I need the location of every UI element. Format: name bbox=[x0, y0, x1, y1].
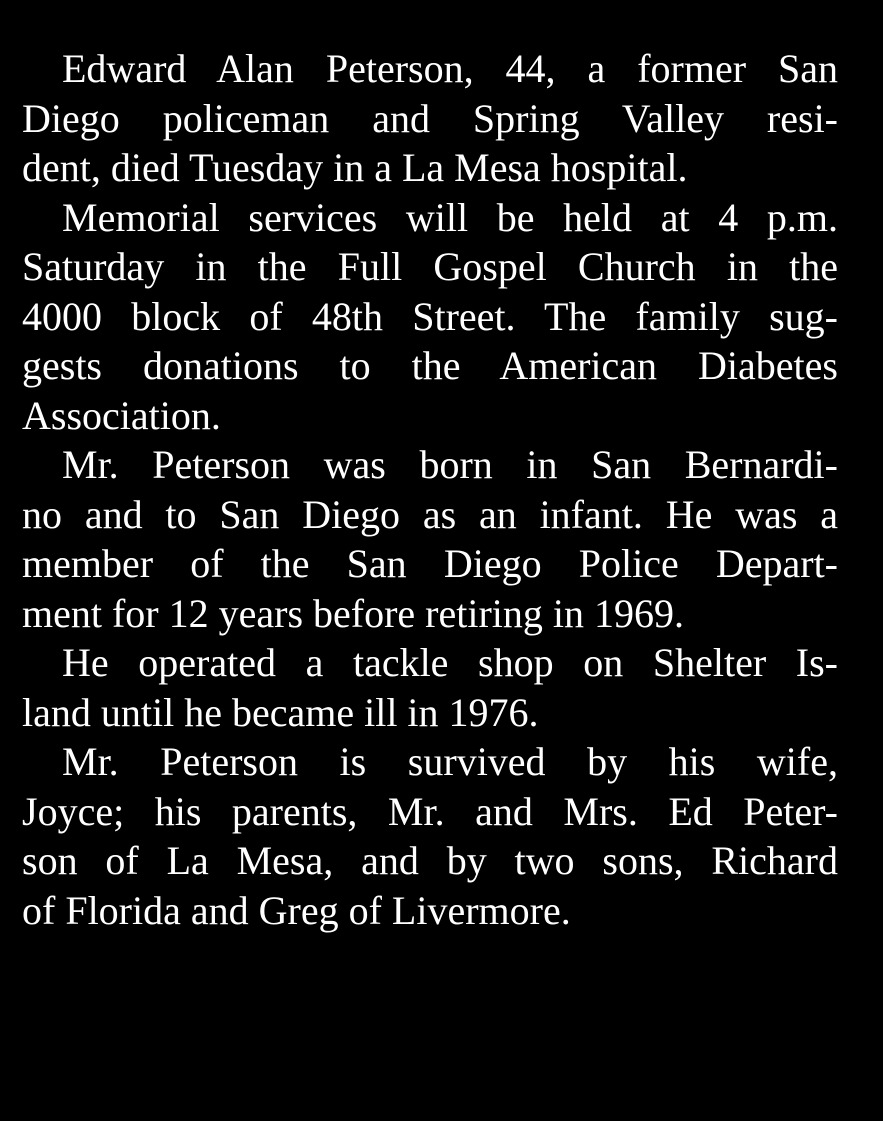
text-line: Mr. Peterson was born in San Bernardi- bbox=[62, 442, 838, 487]
text-line: Saturday in the Full Gospel Church in the bbox=[22, 244, 838, 289]
text-line: Association. bbox=[22, 392, 221, 438]
paragraph-biography bbox=[22, 440, 838, 638]
paragraph-death-notice bbox=[22, 44, 838, 193]
paragraph-survivors bbox=[22, 737, 838, 935]
text-line: no and to San Diego as an infant. He was a bbox=[22, 491, 838, 537]
text-line: member of the San Diego Police Depart- bbox=[22, 541, 838, 586]
text-line: Edward Alan Peterson, 44, a former San bbox=[62, 46, 838, 91]
text-line: Diego policeman and Spring Valley resi- bbox=[22, 95, 838, 141]
text-line: dent, died Tuesday in a La Mesa hospital. bbox=[22, 145, 688, 190]
text-line: of Florida and Greg of Livermore. bbox=[22, 887, 571, 933]
text-line: Mr. Peterson is survived by his wife, bbox=[62, 739, 838, 784]
text-line: land until he became ill in 1976. bbox=[22, 689, 539, 735]
text-line: Joyce; his parents, Mr. and Mrs. Ed Peter- bbox=[22, 788, 838, 834]
obituary-clipping bbox=[22, 44, 838, 935]
text-line: son of La Mesa, and by two sons, Richard bbox=[22, 838, 838, 883]
paragraph-memorial-services bbox=[22, 193, 838, 441]
text-line: He operated a tackle shop on Shelter Is- bbox=[62, 640, 838, 685]
text-line: 4000 block of 48th Street. The family sug- bbox=[22, 293, 838, 339]
paragraph-tackle-shop bbox=[22, 638, 838, 737]
text-line: gests donations to the American Diabetes bbox=[22, 343, 838, 388]
text-line: ment for 12 years before retiring in 1969. bbox=[22, 590, 685, 636]
text-line: Memorial services will be held at 4 p.m. bbox=[62, 194, 838, 240]
